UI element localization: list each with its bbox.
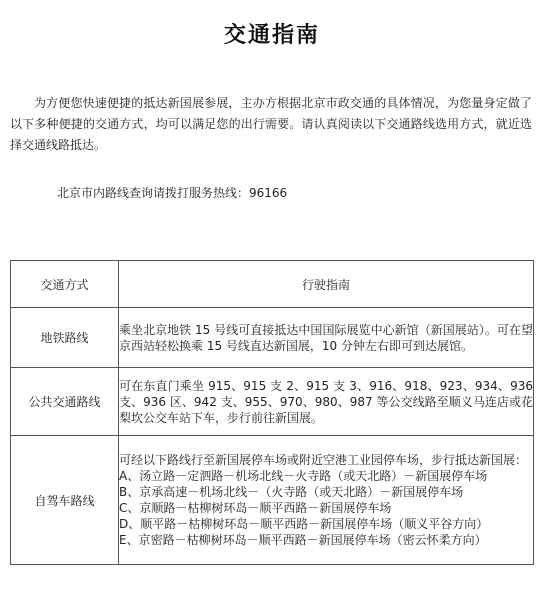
guide-bus: 可在东直门乘坐 915、915 支 2、915 支 3、916、918、923、934、936 支、936 区、942 支、955、970、980、987 等公交线路至顺义马连店或花梨坎公交车站下车，步行前往新国展。: [119, 368, 534, 436]
transport-guide-table: [10, 260, 534, 565]
route-a: A、汤立路－定泗路－机场北线－火寺路（或天北路）－新国展停车场: [119, 469, 488, 483]
header-guide: 行驶指南: [119, 261, 534, 308]
header-mode: 交通方式: [11, 261, 119, 308]
guide-car: [119, 436, 534, 565]
table-row: [11, 308, 534, 368]
table-row: [11, 368, 534, 436]
route-c: C、京顺路－枯柳树环岛－顺平西路－新国展停车场: [119, 501, 392, 515]
mode-bus: 公共交通路线: [11, 368, 119, 436]
intro-paragraph: 为方便您快速便捷的抵达新国展参展，主办方根据北京市政交通的具体情况，为您量身定做了以下多种便捷的交通方式，均可以满足您的出行需要。请认真阅读以下交通路线选用方式，就近选择交通线路抵达。: [10, 96, 532, 152]
table-row: [11, 436, 534, 565]
mode-car: 自驾车路线: [11, 436, 119, 565]
page-title: 交通指南: [223, 23, 320, 48]
mode-subway: 地铁路线: [11, 308, 119, 368]
table-header-row: [11, 261, 534, 308]
hotline-text: 北京市内路线查询请拨打服务热线：96166: [57, 186, 288, 200]
route-b: B、京承高速－机场北线－（火寺路（或天北路）－新国展停车场: [119, 485, 464, 499]
guide-subway: 乘坐北京地铁 15 号线可直接抵达中国国际展览中心新馆（新国展站）。可在望京西站轻松换乘 15 号线直达新国展，10 分钟左右即可到达展馆。: [119, 308, 534, 368]
car-intro: 可经以下路线行至新国展停车场或附近空港工业园停车场，步行抵达新国展：: [119, 453, 528, 467]
route-d: D、顺平路－枯柳树环岛－顺平西路－新国展停车场（顺义平谷方向）: [119, 517, 489, 531]
route-e: E、京密路－枯柳树环岛－顺平西路－新国展停车场（密云怀柔方向）: [119, 533, 487, 547]
